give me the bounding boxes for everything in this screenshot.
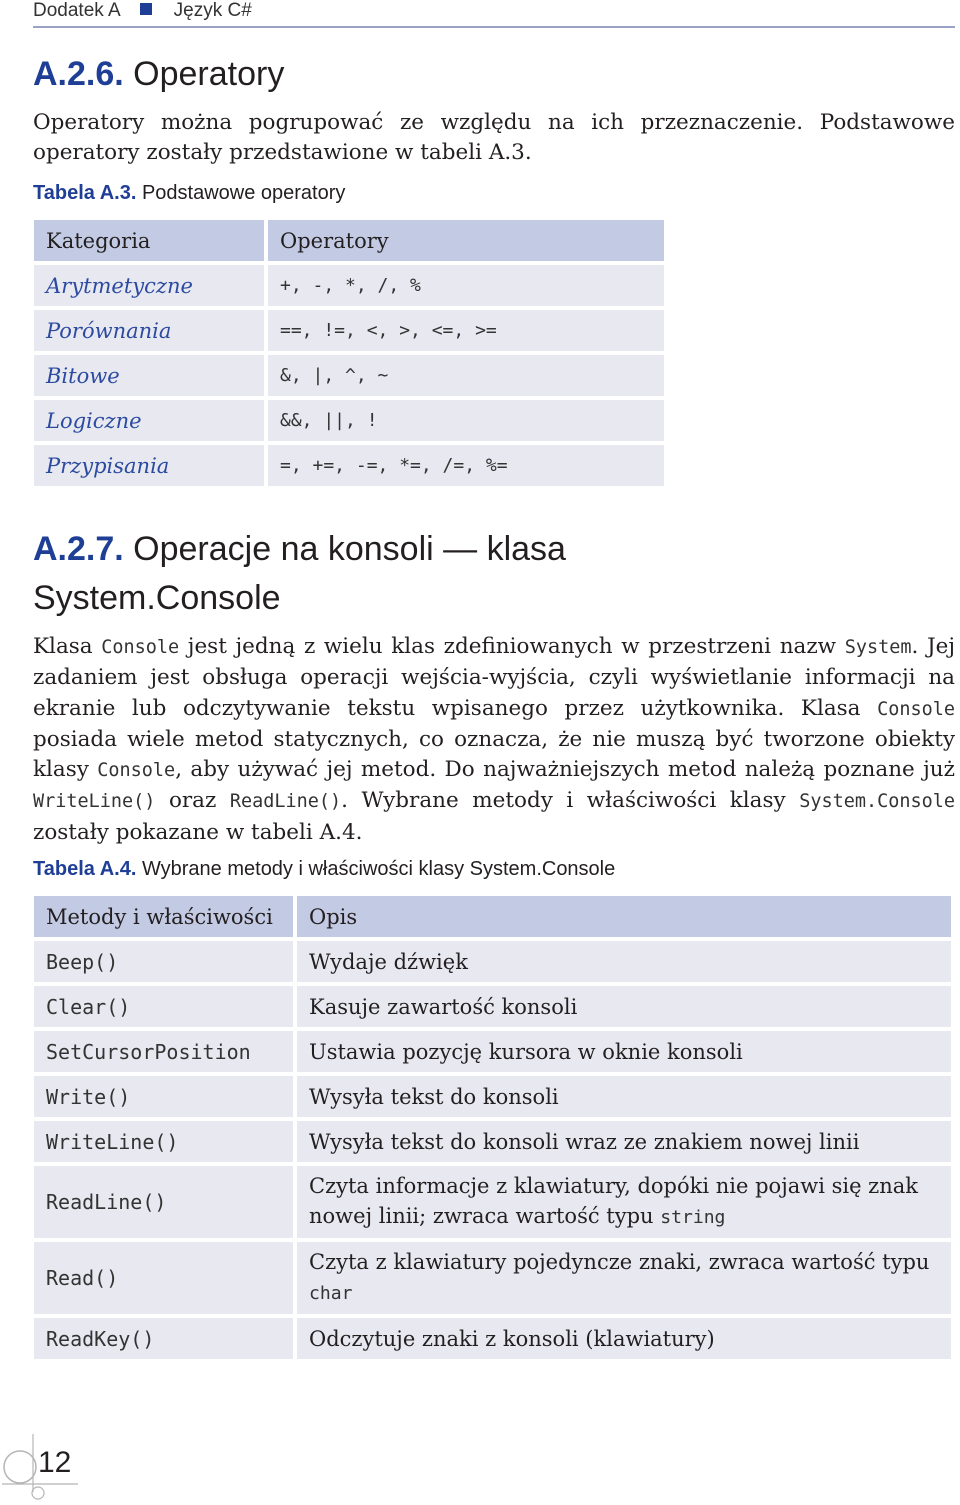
column-header: Kategoria — [34, 220, 264, 261]
table-row — [34, 1242, 951, 1314]
text: jest jedną z wielu klas zdefiniowanych w przestrzeni nazw — [179, 634, 845, 659]
console-paragraph — [33, 632, 955, 848]
table-row — [34, 445, 664, 486]
inline-code: Console — [101, 637, 180, 658]
section-title-line1: Operacje na konsoli — klasa — [133, 530, 566, 568]
description-cell — [297, 1318, 951, 1359]
text: zostały pokazane w tabeli A.4. — [33, 819, 363, 845]
inline-code: string — [660, 1207, 726, 1228]
category-cell: Porównania — [34, 310, 264, 351]
section-title-line2: System.Console — [33, 579, 281, 617]
operators-cell: &, |, ^, ~ — [268, 355, 664, 396]
description-text: Wydaje dźwięk — [309, 949, 468, 974]
description-cell — [297, 1166, 951, 1238]
description-text: Odczytuje znaki z konsoli (klawiatury) — [309, 1326, 715, 1351]
operators-cell: +, -, *, /, % — [268, 265, 664, 306]
description-cell — [297, 1076, 951, 1117]
method-cell: WriteLine() — [34, 1121, 293, 1162]
section-number: A.2.7. — [33, 530, 124, 568]
operators-cell: =, +=, -=, *=, /=, %= — [268, 445, 664, 486]
column-header: Opis — [297, 896, 951, 937]
description-cell — [297, 1031, 951, 1072]
console-methods-table — [30, 892, 955, 1363]
description-text: Wysyła tekst do konsoli — [309, 1084, 559, 1109]
category-cell: Przypisania — [34, 445, 264, 486]
description-text: Kasuje zawartość konsoli — [309, 994, 578, 1019]
table-caption-a4 — [33, 858, 615, 881]
section-heading-console — [33, 525, 566, 623]
column-header: Metody i właściwości — [34, 896, 293, 937]
table-row — [34, 265, 664, 306]
section-heading-operatory — [33, 50, 284, 99]
description-text: Ustawia pozycję kursora w oknie konsoli — [309, 1039, 743, 1064]
table-header-row — [34, 220, 664, 261]
text: Klasa — [33, 634, 102, 659]
table-row — [34, 941, 951, 982]
section-title: Operatory — [133, 55, 285, 93]
table-caption-a3 — [33, 182, 345, 205]
method-cell: Beep() — [34, 941, 293, 982]
category-cell: Logiczne — [34, 400, 264, 441]
table-caption-text: Wybrane metody i właściwości klasy System.Console — [141, 858, 616, 880]
operators-cell: ==, !=, <, >, <=, >= — [268, 310, 664, 351]
inline-code: char — [309, 1283, 353, 1304]
table-label: Tabela A.4. — [33, 858, 137, 880]
page-number: 12 — [38, 1446, 72, 1479]
inline-code: System — [844, 637, 912, 658]
method-cell: Write() — [34, 1076, 293, 1117]
description-text: Czyta informacje z klawiatury, dopóki nie pojawi się znak nowej linii; zwraca wartość typu — [309, 1174, 919, 1228]
header-chapter: Dodatek A — [33, 0, 121, 21]
table-row — [34, 400, 664, 441]
description-cell — [297, 986, 951, 1027]
method-cell: ReadKey() — [34, 1318, 293, 1359]
table-row — [34, 1031, 951, 1072]
method-cell: ReadLine() — [34, 1166, 293, 1238]
method-cell: Read() — [34, 1242, 293, 1314]
description-cell — [297, 941, 951, 982]
table-row — [34, 1166, 951, 1238]
text: . Jej zadaniem jest obsługa operacji wejścia-wyjścia, czyli wyświetlanie informacji na ekranie lub odczytywanie tekstu wpisanego przez użytkownika. Klasa — [33, 634, 955, 721]
operators-table — [30, 216, 668, 490]
table-row — [34, 986, 951, 1027]
running-header — [33, 0, 955, 28]
square-bullet-icon — [140, 3, 152, 15]
table-row — [34, 1318, 951, 1359]
inline-code: System.Console — [799, 791, 955, 813]
header-title: Język C# — [173, 0, 252, 21]
inline-code: Console — [97, 760, 176, 782]
inline-code: WriteLine() — [33, 791, 156, 813]
text: . Wybrane metody i właściwości klasy — [341, 788, 800, 814]
inline-code: Console — [877, 698, 955, 720]
column-header: Operatory — [268, 220, 664, 261]
table-row — [34, 1121, 951, 1162]
description-text: Czyta z klawiatury pojedyncze znaki, zwraca wartość typu — [309, 1250, 930, 1274]
table-row — [34, 355, 664, 396]
category-cell: Bitowe — [34, 355, 264, 396]
table-header-row — [34, 896, 951, 937]
category-cell: Arytmetyczne — [34, 265, 264, 306]
method-cell: Clear() — [34, 986, 293, 1027]
section-number: A.2.6. — [33, 55, 124, 93]
table-row — [34, 1076, 951, 1117]
description-cell — [297, 1121, 951, 1162]
section-paragraph: Operatory można pogrupować ze względu na ich przeznaczenie. Podstawowe operatory zostały przedstawione w tabeli A.3. — [33, 110, 955, 166]
text: posiada wiele metod statycznych, co oznacza, że nie muszą być tworzone obiekty klasy — [33, 726, 955, 783]
operators-cell: &&, ||, ! — [268, 400, 664, 441]
text: , aby używać jej metod. Do najważniejszych metod należą poznane już — [175, 757, 955, 783]
description-cell — [297, 1242, 951, 1314]
table-caption-text: Podstawowe operatory — [141, 182, 346, 204]
method-cell: SetCursorPosition — [34, 1031, 293, 1072]
text: oraz — [155, 788, 230, 814]
table-label: Tabela A.3. — [33, 182, 137, 204]
table-row — [34, 310, 664, 351]
description-text: Wysyła tekst do konsoli wraz ze znakiem nowej linii — [309, 1129, 860, 1154]
inline-code: ReadLine() — [229, 791, 342, 813]
